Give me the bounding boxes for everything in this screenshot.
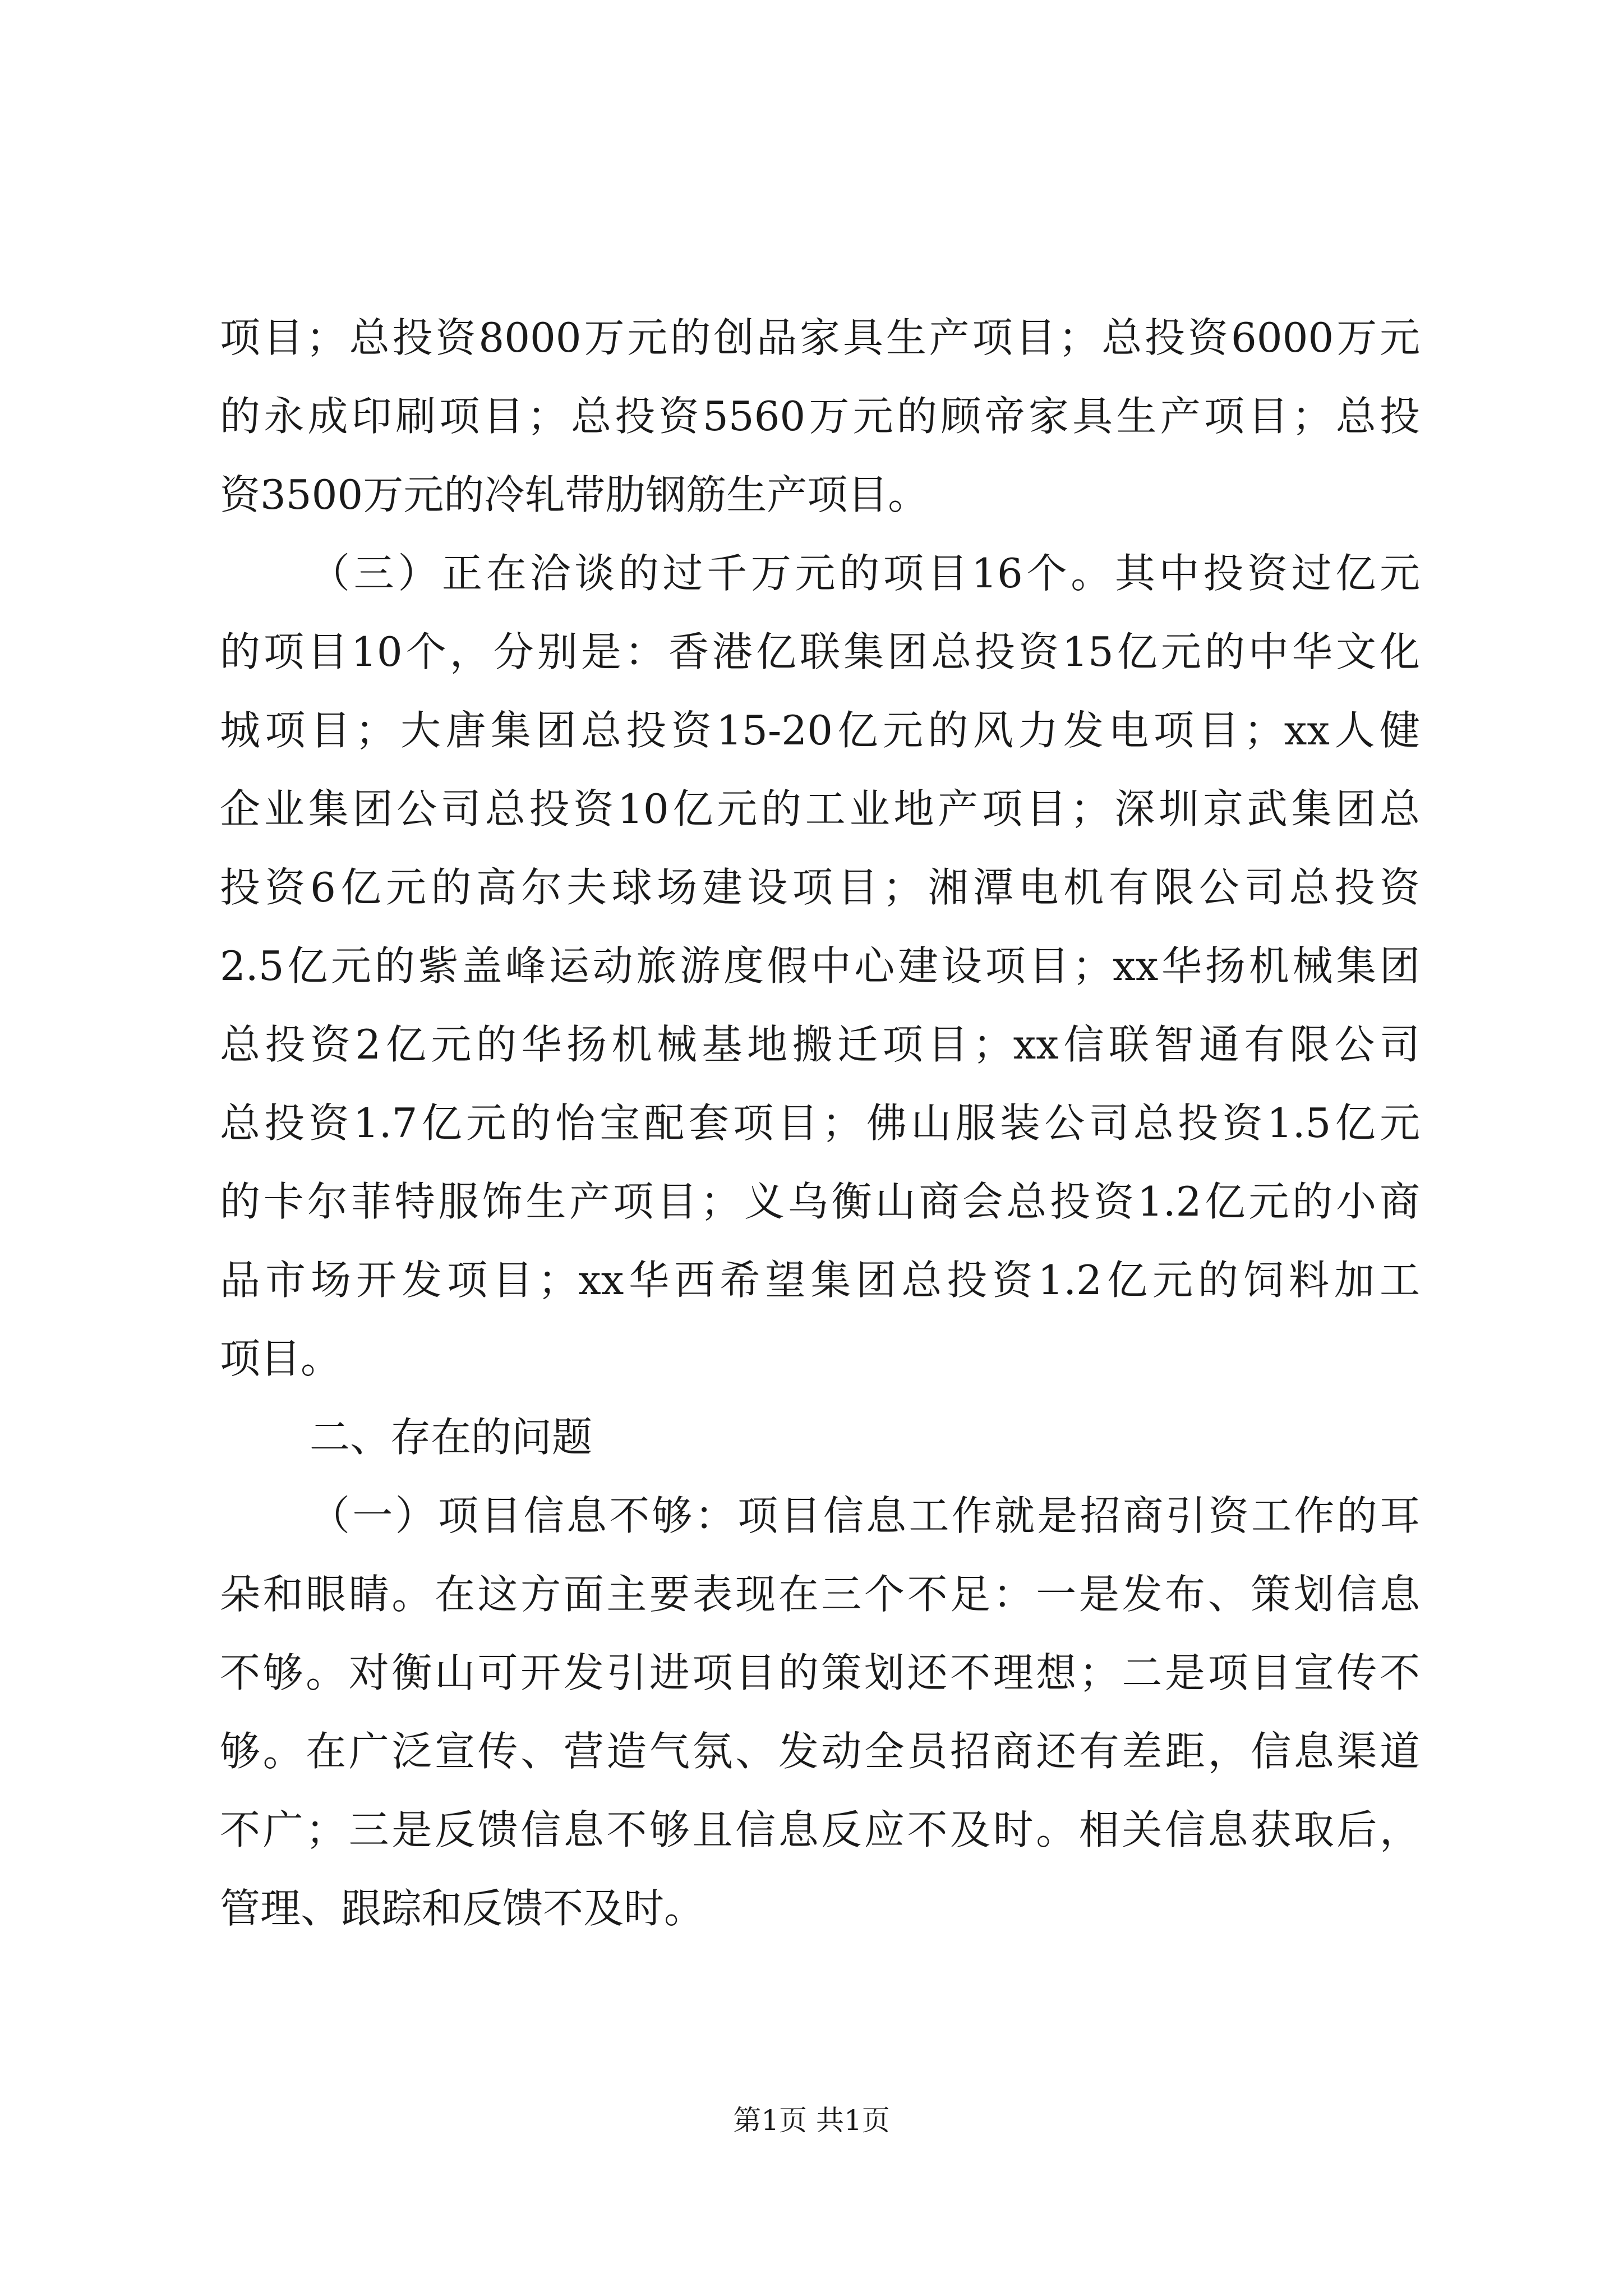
- section-heading: 二、存在的问题: [310, 1414, 593, 1461]
- text-line: 朵和眼睛。在这方面主要表现在三个不足：一是发布、策划信息: [220, 1571, 1420, 1618]
- text-line: 品市场开发项目；xx华西希望集团总投资1.2亿元的饲料加工: [220, 1257, 1420, 1304]
- text-line: 总投资2亿元的华扬机械基地搬迁项目；xx信联智通有限公司: [220, 1021, 1420, 1068]
- text-line: 够。在广泛宣传、营造气氛、发动全员招商还有差距，信息渠道: [220, 1728, 1420, 1775]
- text-line: （三）正在洽谈的过千万元的项目16个。其中投资过亿元: [310, 550, 1420, 597]
- text-line: （一）项目信息不够：项目信息工作就是招商引资工作的耳: [310, 1492, 1420, 1539]
- text-line: 的项目10个，分别是：香港亿联集团总投资15亿元的中华文化: [220, 628, 1420, 675]
- text-line: 不广；三是反馈信息不够且信息反应不及时。相关信息获取后，: [220, 1806, 1420, 1853]
- text-line: 不够。对衡山可开发引进项目的策划还不理想；二是项目宣传不: [220, 1649, 1420, 1696]
- body-text: [220, 298, 1420, 1948]
- text-line: 2.5亿元的紫盖峰运动旅游度假中心建设项目；xx华扬机械集团: [220, 942, 1420, 990]
- text-line: 的卡尔菲特服饰生产项目；义乌衡山商会总投资1.2亿元的小商: [220, 1178, 1420, 1225]
- text-line: 总投资1.7亿元的怡宝配套项目；佛山服装公司总投资1.5亿元: [220, 1099, 1420, 1147]
- text-line: 城项目；大唐集团总投资15-20亿元的风力发电项目；xx人健: [220, 707, 1420, 754]
- text-line: 企业集团公司总投资10亿元的工业地产项目；深圳京武集团总: [220, 785, 1420, 832]
- text-line: 资3500万元的冷轧带肋钢筋生产项目。: [220, 471, 929, 518]
- text-line: 管理、跟踪和反馈不及时。: [220, 1885, 705, 1932]
- text-line: 投资6亿元的高尔夫球场建设项目；湘潭电机有限公司总投资: [220, 864, 1420, 911]
- text-line: 项目；总投资8000万元的创品家具生产项目；总投资6000万元: [220, 314, 1420, 361]
- page-footer: 第1页 共1页: [733, 2104, 890, 2137]
- text-line: 项目。: [220, 1335, 342, 1382]
- text-line: 的永成印刷项目；总投资5560万元的顾帝家具生产项目；总投: [220, 393, 1420, 440]
